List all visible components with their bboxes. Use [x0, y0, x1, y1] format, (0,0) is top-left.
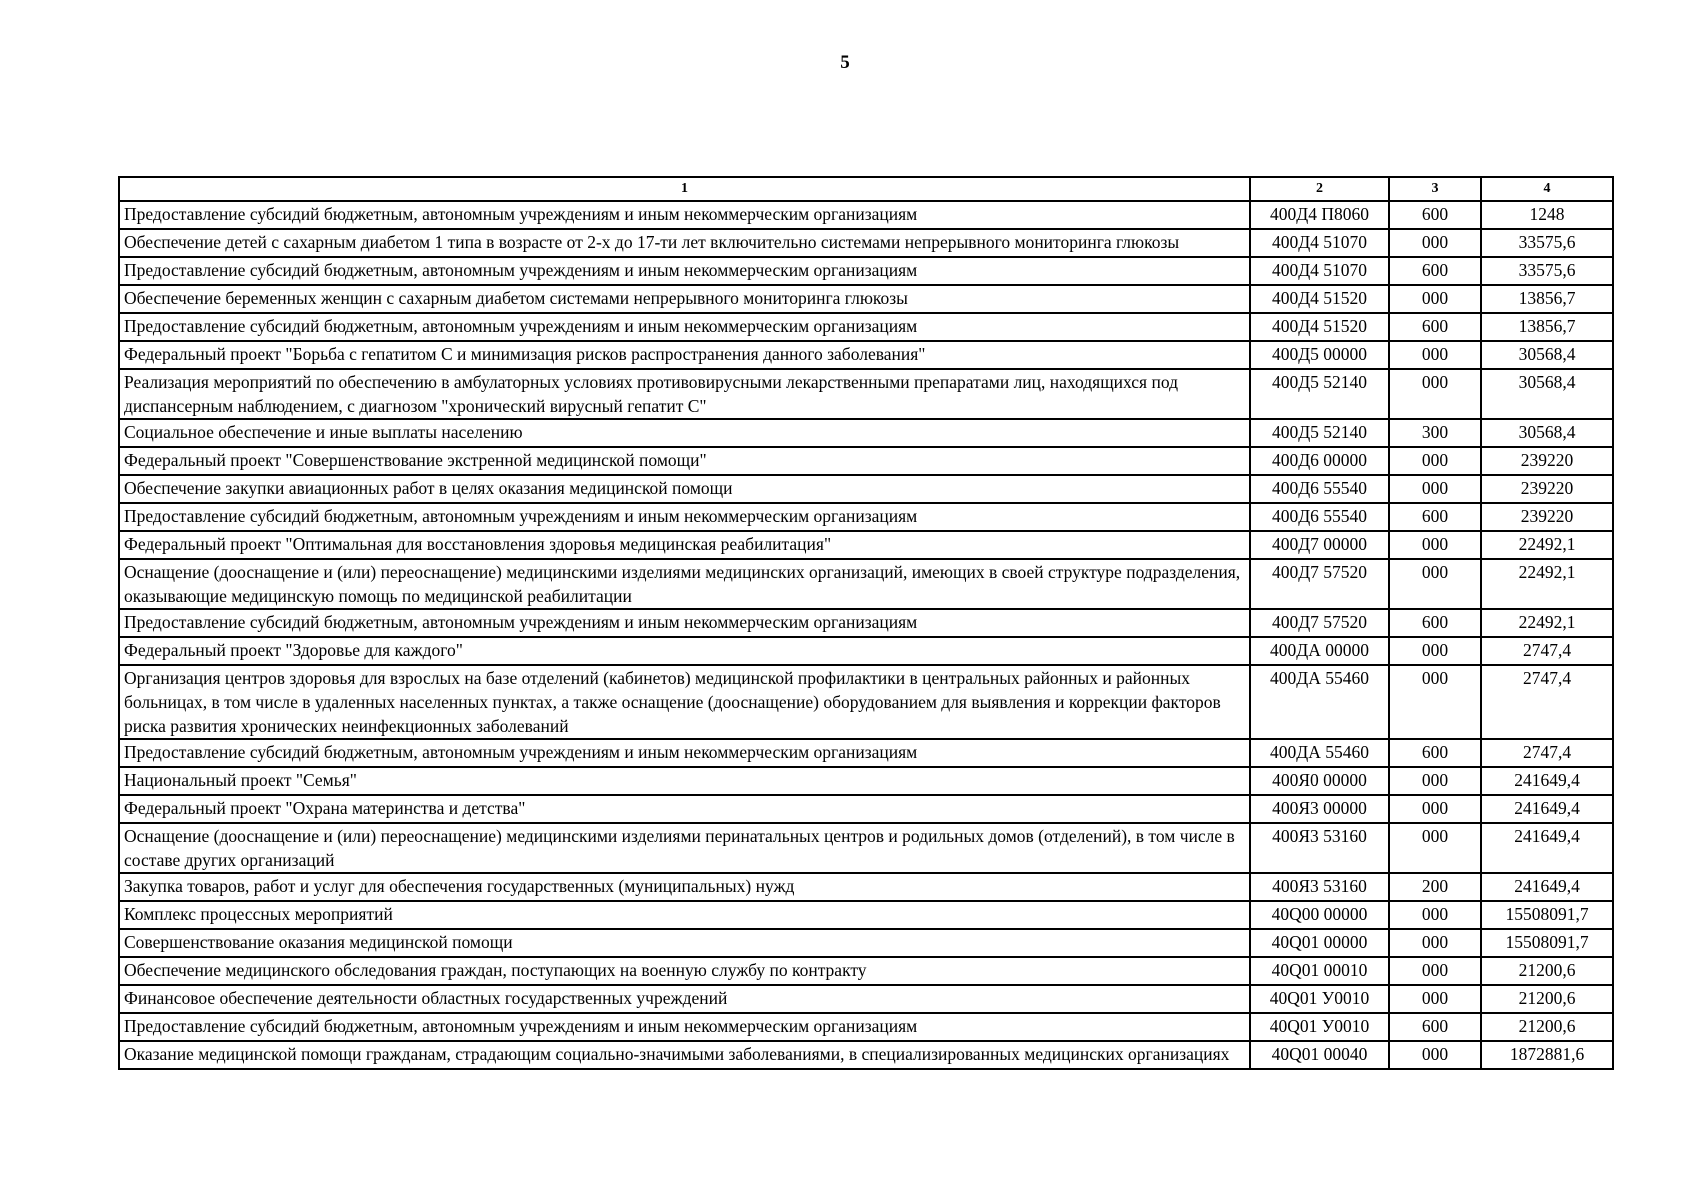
row-kind-cell: 000	[1389, 985, 1481, 1013]
table-row	[119, 985, 1613, 1013]
header-cell-kind: 3	[1389, 177, 1481, 201]
row-code-cell: 400Д4 51070	[1250, 229, 1389, 257]
row-name-cell: Оснащение (дооснащение и (или) переоснащение) медицинскими изделиями перинатальных центров и родильных домов (отделений), в том числе в составе других организаций	[119, 823, 1250, 873]
row-amount-cell: 239220	[1481, 475, 1613, 503]
row-code-cell: 400ДА 55460	[1250, 739, 1389, 767]
table-row	[119, 201, 1613, 229]
row-code-cell: 400Д7 57520	[1250, 609, 1389, 637]
row-name-cell: Финансовое обеспечение деятельности областных государственных учреждений	[119, 985, 1250, 1013]
row-kind-cell: 000	[1389, 767, 1481, 795]
row-amount-cell: 22492,1	[1481, 609, 1613, 637]
row-kind-cell: 000	[1389, 901, 1481, 929]
row-code-cell: 40Q01 00010	[1250, 957, 1389, 985]
page-number: 5	[840, 52, 850, 73]
row-amount-cell: 15508091,7	[1481, 929, 1613, 957]
row-name-cell: Национальный проект "Семья"	[119, 767, 1250, 795]
row-name-cell: Предоставление субсидий бюджетным, автономным учреждениям и иным некоммерческим организациям	[119, 1013, 1250, 1041]
row-code-cell: 400Д6 00000	[1250, 447, 1389, 475]
row-amount-cell: 1248	[1481, 201, 1613, 229]
row-code-cell: 40Q01 У0010	[1250, 985, 1389, 1013]
row-name-cell: Социальное обеспечение и иные выплаты населению	[119, 419, 1250, 447]
row-kind-cell: 000	[1389, 823, 1481, 873]
row-name-cell: Закупка товаров, работ и услуг для обеспечения государственных (муниципальных) нужд	[119, 873, 1250, 901]
row-name-cell: Предоставление субсидий бюджетным, автономным учреждениям и иным некоммерческим организациям	[119, 609, 1250, 637]
row-code-cell: 400Д5 52140	[1250, 419, 1389, 447]
row-code-cell: 400Д7 00000	[1250, 531, 1389, 559]
row-code-cell: 400Я3 53160	[1250, 873, 1389, 901]
row-kind-cell: 000	[1389, 559, 1481, 609]
row-kind-cell: 600	[1389, 313, 1481, 341]
row-amount-cell: 30568,4	[1481, 419, 1613, 447]
row-code-cell: 400Д5 00000	[1250, 341, 1389, 369]
table-row	[119, 901, 1613, 929]
row-name-cell: Обеспечение медицинского обследования граждан, поступающих на военную службу по контракту	[119, 957, 1250, 985]
header-cell-amount: 4	[1481, 177, 1613, 201]
row-amount-cell: 241649,4	[1481, 823, 1613, 873]
row-name-cell: Совершенствование оказания медицинской помощи	[119, 929, 1250, 957]
header-row	[119, 177, 1613, 201]
budget-table	[118, 176, 1614, 1070]
row-amount-cell: 1872881,6	[1481, 1041, 1613, 1069]
row-amount-cell: 21200,6	[1481, 957, 1613, 985]
row-amount-cell: 33575,6	[1481, 257, 1613, 285]
row-code-cell: 40Q01 00000	[1250, 929, 1389, 957]
table-row	[119, 929, 1613, 957]
row-kind-cell: 600	[1389, 257, 1481, 285]
row-amount-cell: 2747,4	[1481, 739, 1613, 767]
table-row	[119, 873, 1613, 901]
row-code-cell: 400Д4 51520	[1250, 285, 1389, 313]
row-amount-cell: 21200,6	[1481, 985, 1613, 1013]
row-name-cell: Оснащение (дооснащение и (или) переоснащение) медицинскими изделиями медицинских организаций, имеющих в своей структуре подразделения, оказывающие медицинскую помощь по медицинской реабилитации	[119, 559, 1250, 609]
row-amount-cell: 2747,4	[1481, 665, 1613, 739]
row-name-cell: Предоставление субсидий бюджетным, автономным учреждениям и иным некоммерческим организациям	[119, 739, 1250, 767]
row-kind-cell: 600	[1389, 739, 1481, 767]
row-name-cell: Предоставление субсидий бюджетным, автономным учреждениям и иным некоммерческим организациям	[119, 201, 1250, 229]
table-row	[119, 503, 1613, 531]
row-kind-cell: 300	[1389, 419, 1481, 447]
row-kind-cell: 600	[1389, 201, 1481, 229]
row-amount-cell: 15508091,7	[1481, 901, 1613, 929]
row-amount-cell: 241649,4	[1481, 795, 1613, 823]
table-row	[119, 1041, 1613, 1069]
row-amount-cell: 30568,4	[1481, 369, 1613, 419]
row-kind-cell: 000	[1389, 341, 1481, 369]
table-row	[119, 531, 1613, 559]
row-kind-cell: 600	[1389, 1013, 1481, 1041]
header-cell-name: 1	[119, 177, 1250, 201]
row-name-cell: Федеральный проект "Совершенствование экстренной медицинской помощи"	[119, 447, 1250, 475]
table-row	[119, 341, 1613, 369]
table-row	[119, 1013, 1613, 1041]
table-row	[119, 475, 1613, 503]
table-row	[119, 609, 1613, 637]
row-amount-cell: 241649,4	[1481, 767, 1613, 795]
table-row	[119, 369, 1613, 419]
row-code-cell: 400Я0 00000	[1250, 767, 1389, 795]
row-name-cell: Федеральный проект "Оптимальная для восстановления здоровья медицинская реабилитация"	[119, 531, 1250, 559]
row-kind-cell: 000	[1389, 929, 1481, 957]
row-amount-cell: 13856,7	[1481, 285, 1613, 313]
table-row	[119, 957, 1613, 985]
row-code-cell: 400Д6 55540	[1250, 503, 1389, 531]
row-code-cell: 400Д5 52140	[1250, 369, 1389, 419]
row-kind-cell: 000	[1389, 531, 1481, 559]
row-name-cell: Организация центров здоровья для взрослых на базе отделений (кабинетов) медицинской профилактики в центральных районных и районных больницах, в том числе в удаленных населенных пунктах, а также оснащение (дооснащение) оборудованием для выявления и коррекции факторов риска развития хронических неинфекционных заболеваний	[119, 665, 1250, 739]
row-name-cell: Федеральный проект "Охрана материнства и детства"	[119, 795, 1250, 823]
row-code-cell: 400Д4 П8060	[1250, 201, 1389, 229]
row-name-cell: Комплекс процессных мероприятий	[119, 901, 1250, 929]
row-code-cell: 40Q00 00000	[1250, 901, 1389, 929]
row-name-cell: Обеспечение закупки авиационных работ в целях оказания медицинской помощи	[119, 475, 1250, 503]
row-kind-cell: 000	[1389, 285, 1481, 313]
row-kind-cell: 600	[1389, 503, 1481, 531]
row-name-cell: Предоставление субсидий бюджетным, автономным учреждениям и иным некоммерческим организациям	[119, 313, 1250, 341]
table-row	[119, 419, 1613, 447]
row-amount-cell: 239220	[1481, 503, 1613, 531]
row-name-cell: Предоставление субсидий бюджетным, автономным учреждениям и иным некоммерческим организациям	[119, 257, 1250, 285]
row-code-cell: 400Я3 00000	[1250, 795, 1389, 823]
row-code-cell: 400Д6 55540	[1250, 475, 1389, 503]
row-amount-cell: 30568,4	[1481, 341, 1613, 369]
row-kind-cell: 000	[1389, 1041, 1481, 1069]
row-amount-cell: 33575,6	[1481, 229, 1613, 257]
table-body	[119, 201, 1613, 1069]
row-name-cell: Реализация мероприятий по обеспечению в амбулаторных условиях противовирусными лекарственными препаратами лиц, находящихся под диспансерным наблюдением, с диагнозом "хронический вирусный гепатит С"	[119, 369, 1250, 419]
table-row	[119, 823, 1613, 873]
header-cell-code: 2	[1250, 177, 1389, 201]
table-row	[119, 795, 1613, 823]
table-row	[119, 447, 1613, 475]
row-kind-cell: 000	[1389, 369, 1481, 419]
row-kind-cell: 000	[1389, 637, 1481, 665]
row-kind-cell: 600	[1389, 609, 1481, 637]
row-amount-cell: 239220	[1481, 447, 1613, 475]
table-row	[119, 313, 1613, 341]
row-kind-cell: 000	[1389, 665, 1481, 739]
row-code-cell: 400Д4 51070	[1250, 257, 1389, 285]
row-code-cell: 400ДА 55460	[1250, 665, 1389, 739]
row-amount-cell: 21200,6	[1481, 1013, 1613, 1041]
table-row	[119, 739, 1613, 767]
row-name-cell: Обеспечение детей с сахарным диабетом 1 типа в возрасте от 2-х до 17-ти лет включительно системами непрерывного мониторинга глюкозы	[119, 229, 1250, 257]
row-code-cell: 400Д7 57520	[1250, 559, 1389, 609]
row-name-cell: Обеспечение беременных женщин с сахарным диабетом системами непрерывного мониторинга глюкозы	[119, 285, 1250, 313]
row-code-cell: 400Я3 53160	[1250, 823, 1389, 873]
row-name-cell: Федеральный проект "Здоровье для каждого"	[119, 637, 1250, 665]
row-kind-cell: 000	[1389, 475, 1481, 503]
table-row	[119, 767, 1613, 795]
row-kind-cell: 000	[1389, 957, 1481, 985]
row-kind-cell: 000	[1389, 229, 1481, 257]
row-amount-cell: 22492,1	[1481, 559, 1613, 609]
row-code-cell: 40Q01 00040	[1250, 1041, 1389, 1069]
table-row	[119, 665, 1613, 739]
row-amount-cell: 13856,7	[1481, 313, 1613, 341]
table-row	[119, 559, 1613, 609]
row-code-cell: 400Д4 51520	[1250, 313, 1389, 341]
row-code-cell: 40Q01 У0010	[1250, 1013, 1389, 1041]
row-amount-cell: 241649,4	[1481, 873, 1613, 901]
row-name-cell: Предоставление субсидий бюджетным, автономным учреждениям и иным некоммерческим организациям	[119, 503, 1250, 531]
table-row	[119, 229, 1613, 257]
row-name-cell: Оказание медицинской помощи гражданам, страдающим социально-значимыми заболеваниями, в специализированных медицинских организациях	[119, 1041, 1250, 1069]
row-amount-cell: 22492,1	[1481, 531, 1613, 559]
row-kind-cell: 200	[1389, 873, 1481, 901]
row-amount-cell: 2747,4	[1481, 637, 1613, 665]
row-name-cell: Федеральный проект "Борьба с гепатитом С и минимизация рисков распространения данного заболевания"	[119, 341, 1250, 369]
table-row	[119, 257, 1613, 285]
row-code-cell: 400ДА 00000	[1250, 637, 1389, 665]
table-row	[119, 285, 1613, 313]
row-kind-cell: 000	[1389, 447, 1481, 475]
row-kind-cell: 000	[1389, 795, 1481, 823]
table-row	[119, 637, 1613, 665]
